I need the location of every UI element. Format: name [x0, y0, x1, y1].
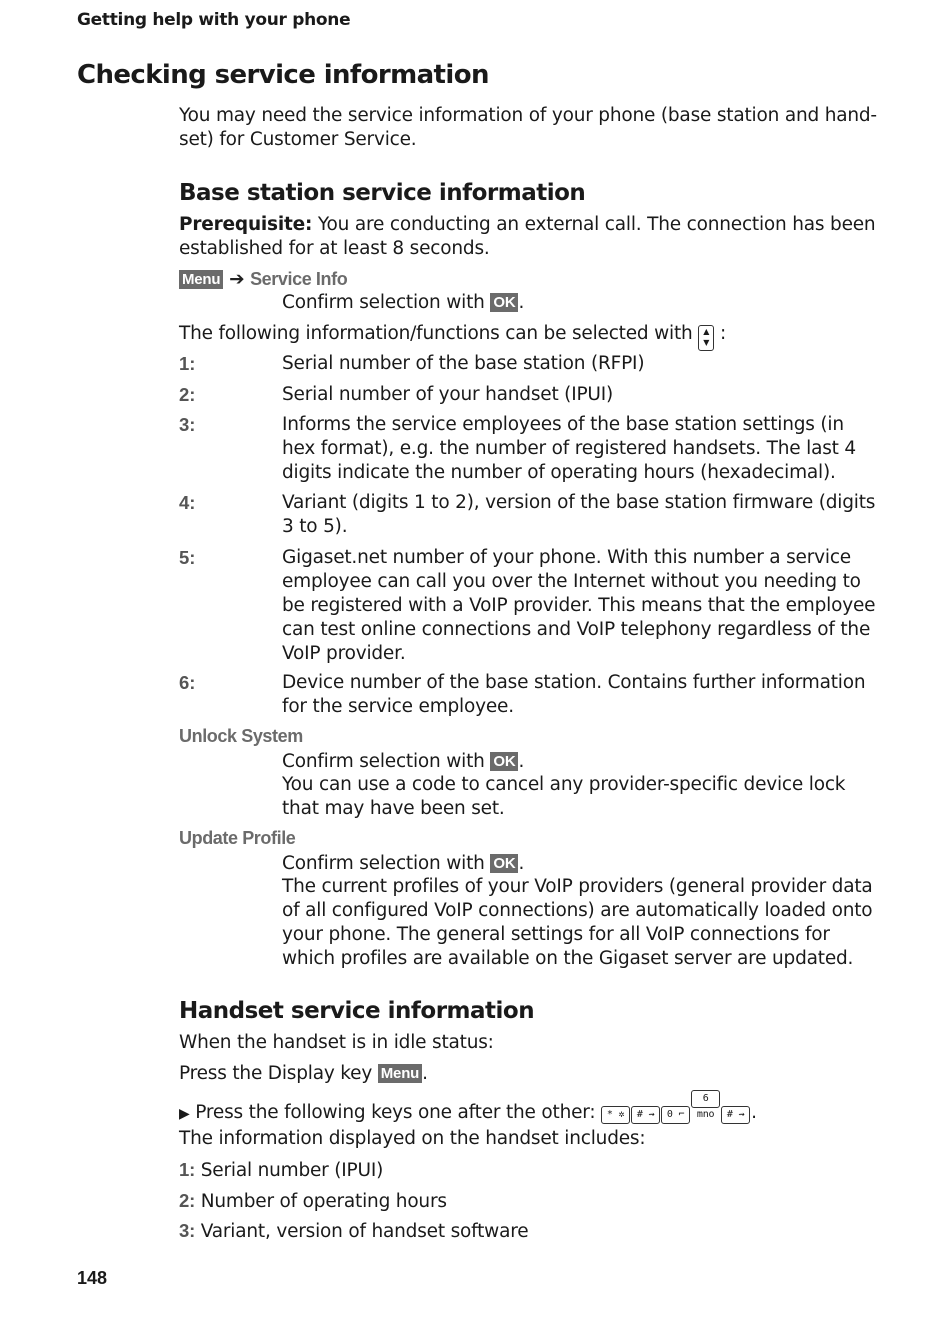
item-text: Informs the service employees of the base station settings (in hex format), e.g. the number of registered handsets. The last 4 digits indicate the number of operating hours (hexadecimal).: [282, 414, 856, 483]
item-number: 5:: [179, 547, 196, 568]
info-text: The information displayed on the handset includes:: [179, 1128, 646, 1149]
arrow-right-icon: ➔: [229, 269, 245, 290]
press-display-key-line: Press the Display key Menu .: [179, 1063, 428, 1084]
menu-key[interactable]: Menu: [378, 1064, 422, 1083]
zero-key-icon[interactable]: 0 ⌐: [661, 1106, 690, 1124]
handset-item: [179, 1219, 879, 1244]
confirm-line-2: Confirm selection with OK .: [282, 751, 525, 772]
item-number: 2:: [179, 1190, 196, 1211]
item-number: 2:: [179, 384, 196, 405]
item-number: 1:: [179, 353, 196, 374]
item-number: 3:: [179, 1220, 196, 1241]
unlock-system-menu-item[interactable]: Unlock System: [179, 726, 303, 746]
item-text: Serial number (IPUI): [200, 1160, 384, 1181]
item-number: 6:: [179, 672, 196, 693]
intro-paragraph: You may need the service information of your phone (base station and hand-set) for Customer Service.: [179, 105, 877, 150]
page-title: Checking service information: [77, 60, 489, 90]
bullet-triangle-icon: ▶: [179, 1106, 190, 1122]
star-key-icon[interactable]: * ✲: [601, 1106, 630, 1124]
item-text: Serial number of your handset (IPUI): [282, 384, 614, 405]
hash-key-icon[interactable]: # ⇝: [631, 1106, 660, 1124]
prerequisite-label: Prerequisite:: [179, 214, 313, 235]
item-text: Variant (digits 1 to 2), version of the base station firmware (digits 3 to 5).: [282, 492, 876, 537]
page-number: 148: [77, 1268, 108, 1288]
menu-path: [179, 267, 879, 292]
six-key-icon[interactable]: 6 mno: [691, 1090, 720, 1108]
item-text: Number of operating hours: [200, 1191, 447, 1212]
item-number: 3:: [179, 414, 196, 435]
item-text: Device number of the base station. Contains further information for the service employee.: [282, 672, 866, 717]
base-station-heading: Base station service information: [179, 180, 586, 206]
item-number: 1:: [179, 1159, 196, 1180]
item-text: Gigaset.net number of your phone. With this number a service employee can call you over the Internet without you needing to be registered with a VoIP provider. This means that the employee can test online connections and VoIP telephony regardless of the VoIP provider.: [282, 547, 876, 664]
hash-key-icon[interactable]: # ⇝: [721, 1106, 750, 1124]
select-line: The following information/functions can be selected with ▲ ▼ :: [179, 322, 879, 351]
prerequisite-paragraph: [179, 213, 879, 261]
confirm-line-3: Confirm selection with OK .: [282, 853, 525, 874]
handset-item: [179, 1158, 879, 1183]
item-text: Serial number of the base station (RFPI): [282, 353, 645, 374]
item-text: Variant, version of handset software: [200, 1221, 529, 1242]
ok-key[interactable]: OK: [490, 854, 518, 873]
handset-heading: Handset service information: [179, 998, 535, 1024]
idle-text: When the handset is in idle status:: [179, 1032, 494, 1053]
item-number: 4:: [179, 492, 196, 513]
confirm-line-1: Confirm selection with OK .: [282, 292, 525, 313]
menu-key[interactable]: Menu: [179, 270, 223, 289]
update-profile-menu-item[interactable]: Update Profile: [179, 828, 296, 848]
ok-key[interactable]: OK: [490, 752, 518, 771]
keys-line: ▶ Press the following keys one after the other: * ✲ # ⇝ 0 ⌐6 mno # ⇝ .: [179, 1090, 879, 1126]
service-info-menu-item[interactable]: Service Info: [250, 269, 348, 289]
ok-key[interactable]: OK: [490, 293, 518, 312]
update-description: The current profiles of your VoIP providers (general provider data of all configured VoIP connections) are automatically loaded onto your phone. The general settings for all VoIP connections for which profiles are available on the Gigaset server are updated.: [282, 876, 873, 969]
prerequisite-text: You are conducting an external call. The connection has been established for at least 8 seconds.: [179, 214, 876, 259]
running-header: Getting help with your phone: [77, 10, 351, 30]
navigation-key-icon: ▲ ▼: [698, 325, 714, 351]
unlock-description: You can use a code to cancel any provider-specific device lock that may have been set.: [282, 774, 846, 819]
handset-item: [179, 1189, 879, 1214]
